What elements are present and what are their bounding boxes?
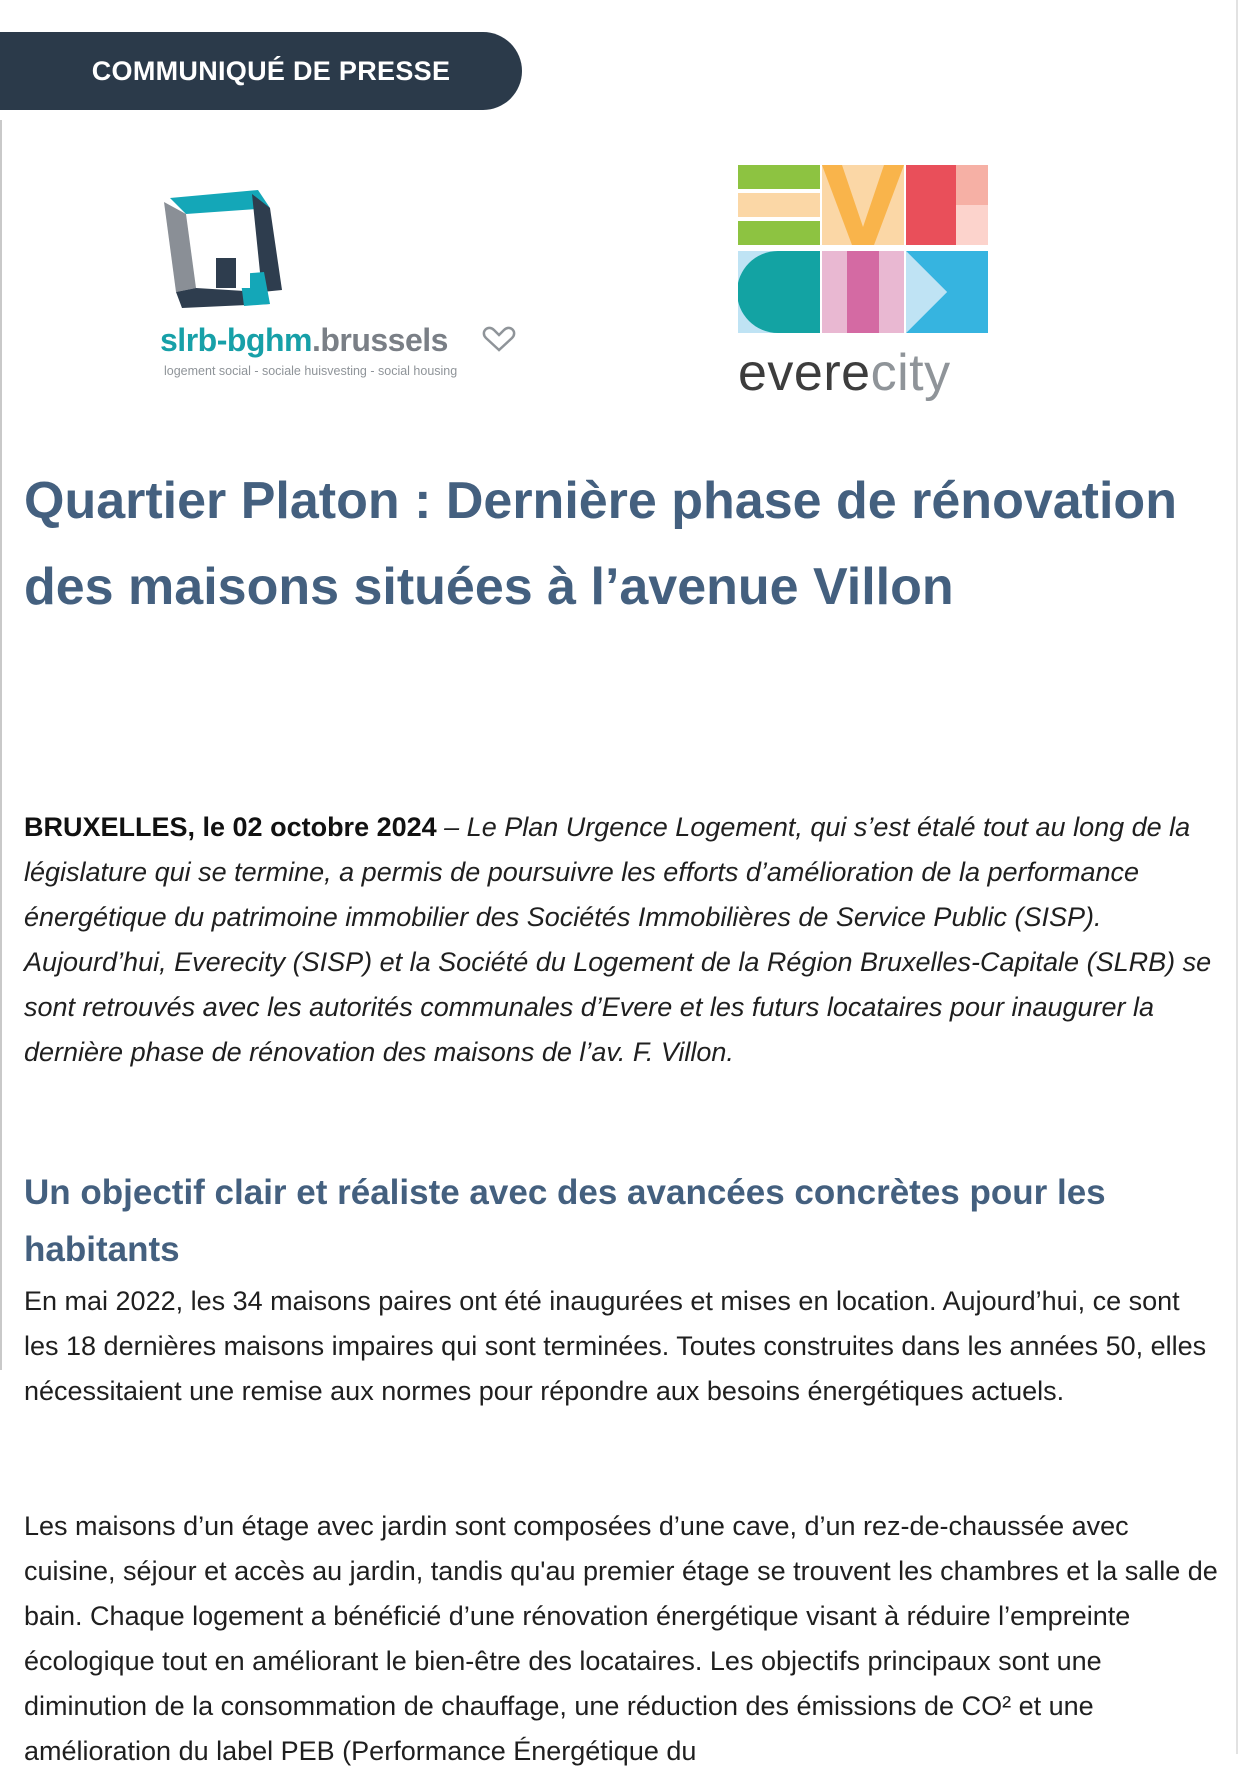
- everecity-wordmark-city: city: [870, 344, 951, 402]
- everecity-wordmark: [738, 343, 951, 403]
- banner-label: COMMUNIQUÉ DE PRESSE: [91, 55, 451, 86]
- left-margin-rule: [0, 120, 2, 1370]
- body-paragraph-1: En mai 2022, les 34 maisons paires ont été inaugurées et mises en location. Aujourd’hui, ce sont les 18 dernières maisons impaires qui sont terminées. Toutes construites dans les années 50, elles nécessitaient une remise aux normes pour répondre aux besoins énergétiques actuels.: [24, 1286, 1207, 1406]
- everecity-mosaic-icon: [738, 165, 988, 333]
- heart-icon: [482, 326, 516, 352]
- slrb-wordmark: [160, 322, 448, 359]
- lead-text: – Le Plan Urgence Logement, qui s’est étalé tout au long de la législature qui se termine, a permis de poursuivre les efforts d’amélioration de la performance énergétique du patrimoine immobilier des Sociétés Immobilières de Service Public (SISP). Aujourd’hui, Everecity (SISP) et la Société du Logement de la Région Bruxelles-Capitale (SLRB) se sont retrouvés avec les autorités communales d’Evere et les futurs locataires pour inaugurer la dernière phase de rénovation des maisons de l’av. F. Villon.: [24, 812, 1212, 1067]
- slrb-house-mark-icon: [160, 188, 284, 312]
- lead-place-date: BRUXELLES, le 02 octobre 2024: [24, 812, 437, 842]
- body-paragraph-2: Les maisons d’un étage avec jardin sont composées d’une cave, d’un rez-de-chaussée avec cuisine, séjour et accès au jardin, tandis qu'au premier étage se trouvent les chambres et la salle de bain. Chaque logement a bénéficié d’une rénovation énergétique visant à réduire l’empreinte écologique tout en améliorant le bien-être des locataires. Les objectifs principaux sont une diminution de la consommation de chauffage, une réduction des émissions de CO² et une amélioration du label PEB (Performance Énergétique du: [24, 1511, 1218, 1766]
- slrb-wordmark-name: slrb-bghm: [160, 322, 312, 358]
- section-subheading: Un objectif clair et réaliste avec des avancées concrètes pour les habitants: [24, 1173, 1106, 1269]
- lead-paragraph: [24, 805, 1214, 1075]
- everecity-logo: [738, 165, 988, 405]
- everecity-wordmark-evere: evere: [738, 344, 871, 402]
- slrb-wordmark-domain: .brussels: [311, 322, 448, 358]
- press-release-banner: [0, 32, 522, 110]
- right-margin-rule: [1236, 0, 1238, 1754]
- slrb-tagline: logement social - sociale huisvesting - social housing: [164, 364, 458, 378]
- slrb-logo: [160, 188, 540, 388]
- article-title: Quartier Platon : Dernière phase de rénovation des maisons situées à l’avenue Villon: [24, 472, 1177, 616]
